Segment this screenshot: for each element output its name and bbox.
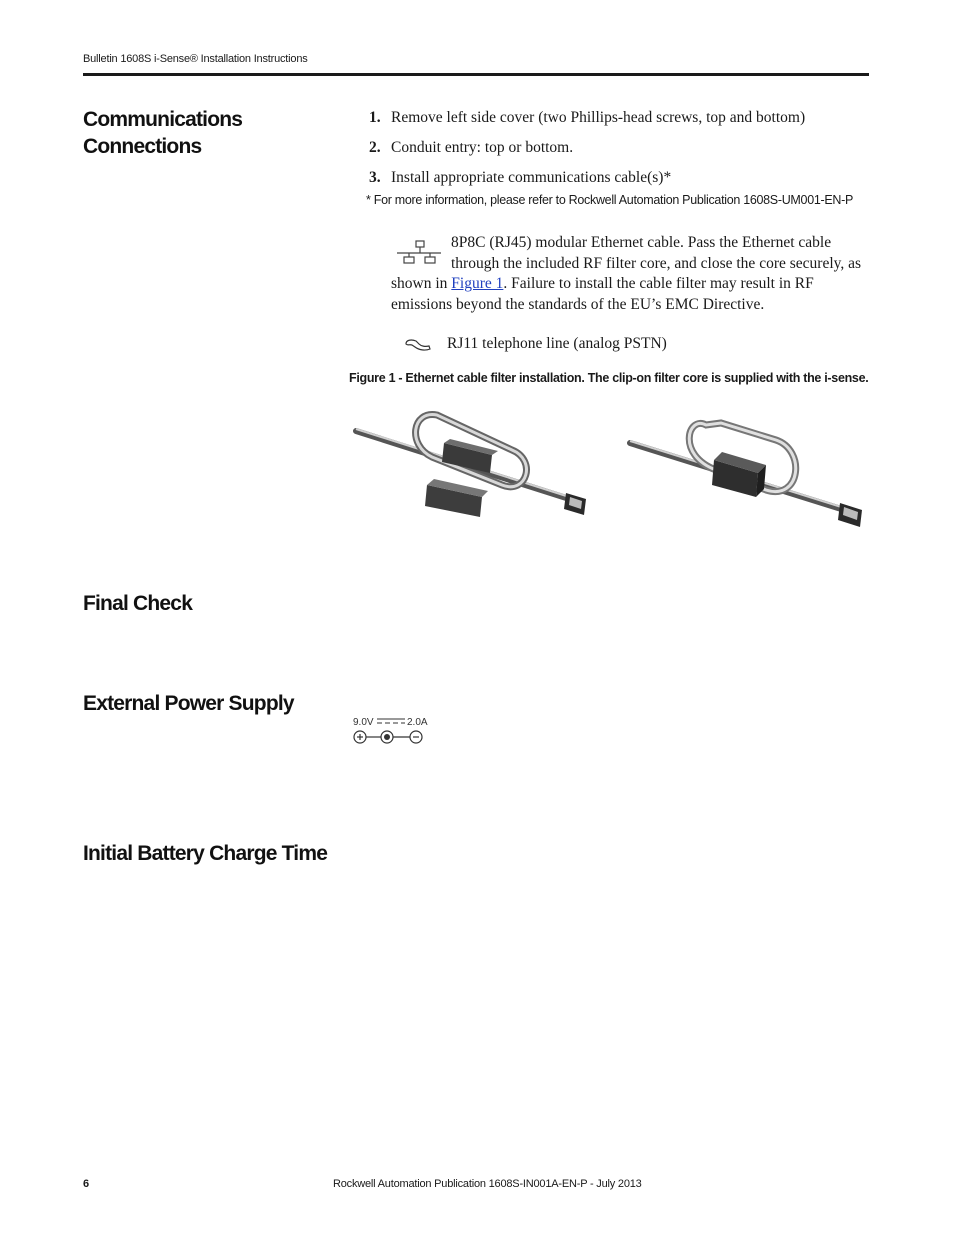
network-icon bbox=[395, 237, 445, 271]
footnote: * For more information, please refer to Rockwell Automation Publication 1608S-UM001-EN-P bbox=[366, 193, 854, 207]
section-title-line1: Communications bbox=[83, 108, 243, 131]
step-text: Install appropriate communications cable(s)* bbox=[391, 169, 672, 186]
section-title-final-check: Final Check bbox=[83, 592, 193, 615]
dc-polarity-icon bbox=[352, 714, 442, 748]
ethernet-text: 8P8C (RJ45) modular Ethernet cable. Pass the Ethernet cable through the included RF filter core, and close the core securely, as shown in bbox=[391, 234, 862, 292]
filter-core-closed-image bbox=[626, 405, 871, 530]
section-title-communications bbox=[83, 106, 242, 160]
section-title-line2: Connections bbox=[83, 135, 202, 158]
rj11-text: RJ11 telephone line (analog PSTN) bbox=[447, 335, 667, 352]
psu-current: 2.0A bbox=[407, 717, 428, 728]
list-item bbox=[369, 137, 805, 167]
figure-1-link[interactable]: Figure 1 bbox=[451, 275, 504, 292]
filter-core-open-image bbox=[352, 405, 597, 525]
running-header: Bulletin 1608S i-Sense® Installation Instructions bbox=[83, 53, 308, 65]
section-title-battery-charge: Initial Battery Charge Time bbox=[83, 842, 328, 865]
ethernet-description bbox=[391, 233, 869, 315]
list-item bbox=[369, 107, 805, 137]
step-number: 3. bbox=[369, 169, 381, 186]
step-text: Remove left side cover (two Phillips-head screws, top and bottom) bbox=[391, 109, 806, 126]
footer-publication: Rockwell Automation Publication 1608S-IN001A-EN-P - July 2013 bbox=[333, 1178, 642, 1190]
header-rule bbox=[83, 73, 869, 76]
telephone-icon bbox=[403, 335, 433, 353]
psu-voltage: 9.0V bbox=[353, 717, 374, 728]
ethernet-text-end: . Failure to install the cable filter may result in RF emissions beyond the standards of the EU’s EMC Directive. bbox=[391, 275, 814, 313]
step-number: 1. bbox=[369, 109, 381, 126]
figure-caption: Figure 1 - Ethernet cable filter installation. The clip-on filter core is supplied with the i-sense. bbox=[349, 371, 869, 385]
installation-steps bbox=[369, 107, 805, 197]
rj11-description bbox=[403, 334, 667, 354]
step-text: Conduit entry: top or bottom. bbox=[391, 139, 574, 156]
step-number: 2. bbox=[369, 139, 381, 156]
section-title-external-power: External Power Supply bbox=[83, 692, 294, 715]
page-number: 6 bbox=[83, 1178, 90, 1190]
